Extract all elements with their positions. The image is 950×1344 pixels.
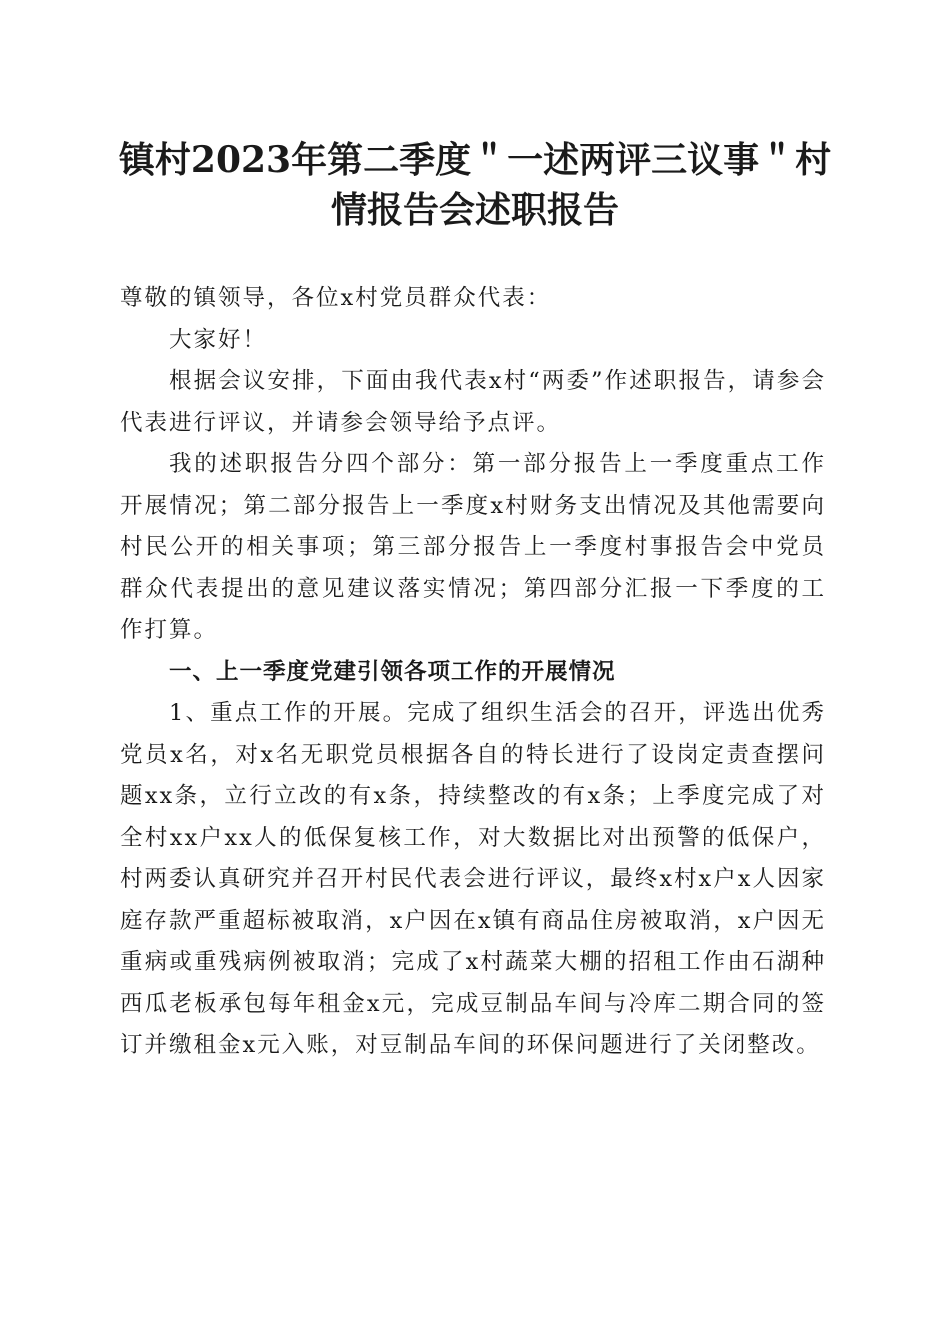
title-line-1: 镇村2023年第二季度＂一述两评三议事＂村: [118, 139, 832, 181]
paragraph-key-work: 1、重点工作的开展。完成了组织生活会的召开，评选出优秀党员x名，对x名无职党员根据各自的特长进行了设岗定责查摆问题xx条，立行立改的有x条，持续整改的有x条；上季度完成了对全村xx户xx人的低保复核工作，对大数据比对出预警的低保户，村两委认真研究并召开村民代表会进行评议，最终x村x户x人因家庭存款严重超标被取消，x户因在x镇有商品住房被取消，x户因无重病或重残病例被取消；完成了x村蔬菜大棚的招租工作由石湖种西瓜老板承包每年租金x元，完成豆制品车间与冷库二期合同的签订并缴租金x元入账，对豆制品车间的环保问题进行了关闭整改。: [120, 700, 826, 1058]
document-body: [120, 278, 826, 1067]
paragraph-intro: 根据会议安排，下面由我代表x村“两委”作述职报告，请参会代表进行评议，并请参会领导给予点评。: [120, 368, 826, 436]
title-line-2: 情报告会述职报告: [330, 189, 619, 231]
document-title: [100, 135, 850, 235]
salutation: 尊敬的镇领导，各位x村党员群众代表：: [120, 285, 552, 311]
greeting: 大家好！: [169, 326, 268, 353]
section-heading: 一、上一季度党建引领各项工作的开展情况: [169, 658, 616, 685]
paragraph-outline: 我的述职报告分四个部分：第一部分报告上一季度重点工作开展情况；第二部分报告上一季度x村财务支出情况及其他需要向村民公开的相关事项；第三部分报告上一季度村事报告会中党员群众代表提出的意见建议落实情况；第四部分汇报一下季度的工作打算。: [120, 451, 826, 643]
